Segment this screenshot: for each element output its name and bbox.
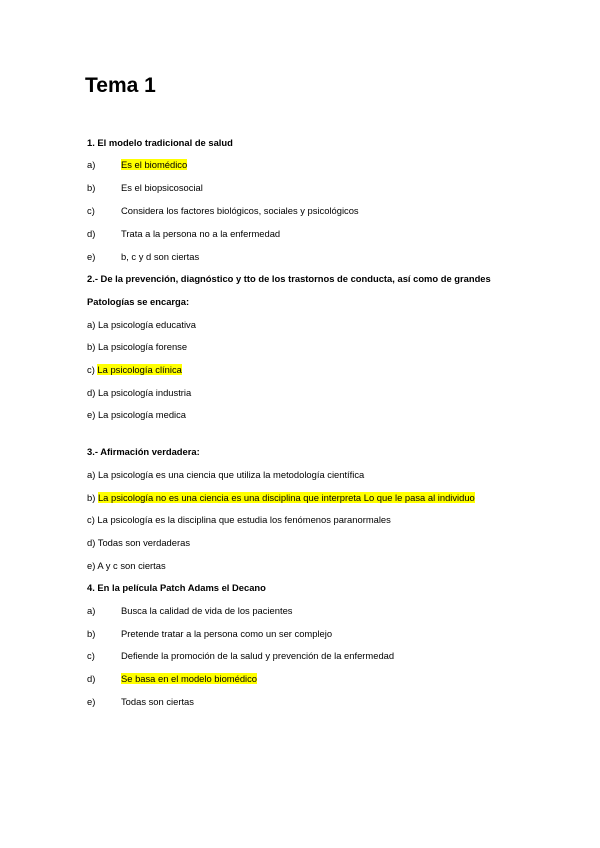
option-letter: b) xyxy=(87,628,96,639)
option-letter: c) xyxy=(87,650,95,661)
option-letter: b) xyxy=(87,492,96,503)
option-text: Trata a la persona no a la enfermedad xyxy=(121,228,281,239)
option-text: d) La psicología industria xyxy=(87,387,192,398)
option-text: Considera los factores biológicos, sociales y psicológicos xyxy=(121,205,359,216)
highlighted-answer: Es el biomédico xyxy=(121,159,188,170)
option-text: Pretende tratar a la persona como un ser complejo xyxy=(121,628,333,639)
highlighted-answer: La psicología no es una ciencia es una disciplina que interpreta Lo que le pasa al individuo xyxy=(97,492,475,503)
option-text: Defiende la promoción de la salud y prevención de la enfermedad xyxy=(121,650,395,661)
option-text xyxy=(121,673,257,684)
option-text: a) La psicología es una ciencia que utiliza la metodología científica xyxy=(87,469,365,480)
option-text: Todas son ciertas xyxy=(121,696,194,707)
option-letter: c) xyxy=(87,205,95,216)
option-letter: c) xyxy=(87,364,95,375)
option-text xyxy=(87,492,475,503)
option-text: c) La psicología es la disciplina que estudia los fenómenos paranormales xyxy=(87,514,391,525)
option-text: Es el biopsicosocial xyxy=(121,182,203,193)
question-2-continued: Patologías se encarga: xyxy=(87,296,190,307)
question-2: 2.- De la prevención, diagnóstico y tto de los trastornos de conducta, así como de grandes xyxy=(87,273,491,284)
option-text: b) La psicología forense xyxy=(87,341,188,352)
option-letter: e) xyxy=(87,696,96,707)
option-letter: e) xyxy=(87,251,96,262)
question-3: 3.- Afirmación verdadera: xyxy=(87,446,200,457)
option-letter: b) xyxy=(87,341,96,352)
option-text: a) La psicología educativa xyxy=(87,319,196,330)
option-letter: a) xyxy=(87,159,96,170)
option-text: Busca la calidad de vida de los pacientes xyxy=(121,605,293,616)
page-title: Tema 1 xyxy=(85,74,156,97)
highlighted-answer: La psicología clínica xyxy=(97,364,182,375)
option-text: b, c y d son ciertas xyxy=(121,251,200,262)
question-4: 4. En la película Patch Adams el Decano xyxy=(87,582,266,593)
option-text: e) La psicología medica xyxy=(87,409,187,420)
question-1: 1. El modelo tradicional de salud xyxy=(87,137,233,148)
option-text xyxy=(87,364,182,375)
highlighted-answer: Se basa en el modelo biomédico xyxy=(121,673,258,684)
option-letter: d) xyxy=(87,673,96,684)
option-text: e) A y c son ciertas xyxy=(87,560,166,571)
option-letter: b) xyxy=(87,182,96,193)
option-text xyxy=(121,159,187,170)
option-letter: d) xyxy=(87,228,96,239)
option-letter: a) xyxy=(87,605,96,616)
option-text: d) Todas son verdaderas xyxy=(87,537,191,548)
